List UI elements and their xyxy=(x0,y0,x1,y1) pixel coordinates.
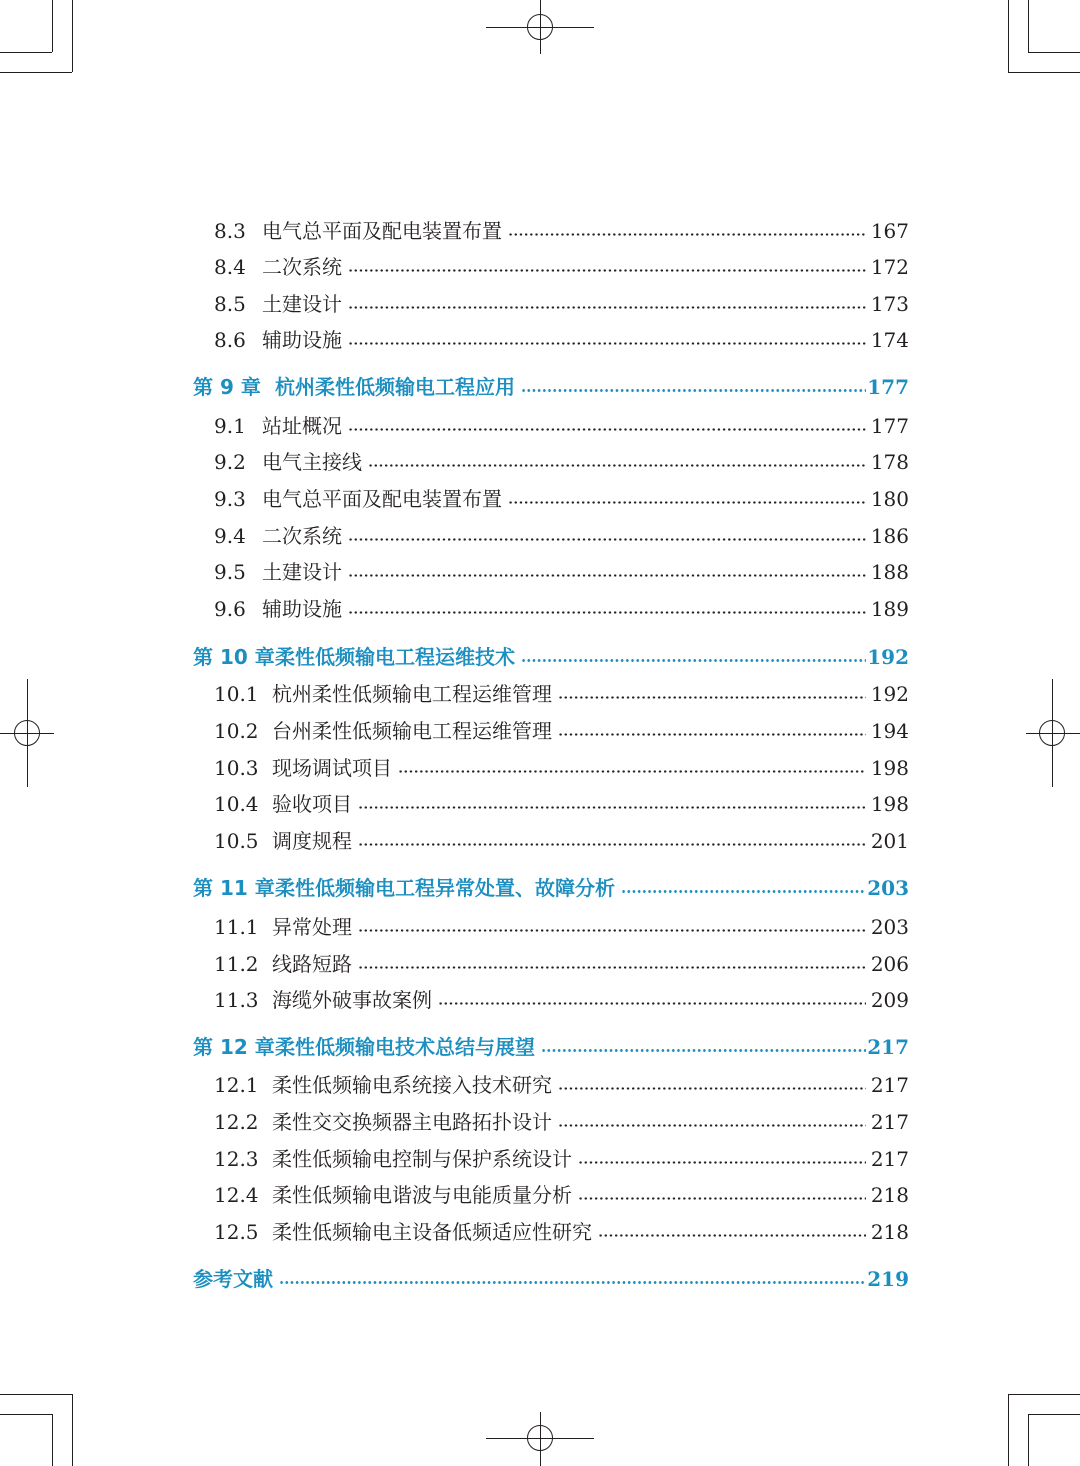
entry-number: 9.6 xyxy=(214,597,246,621)
toc-section-entry[interactable] xyxy=(0,520,1080,552)
dot-leader xyxy=(368,446,866,478)
entry-number: 10.4 xyxy=(214,792,259,816)
entry-page-number: 178 xyxy=(870,450,909,474)
entry-title: 验收项目 xyxy=(272,788,358,820)
toc-section-entry[interactable] xyxy=(0,1106,1080,1138)
entry-title: 杭州柔性低频输电工程运维管理 xyxy=(272,678,558,710)
toc-section-entry[interactable] xyxy=(0,324,1080,356)
entry-page-number: 172 xyxy=(870,255,909,279)
entry-title: 柔性低频输电工程运维技术 xyxy=(275,641,521,673)
entry-page-number: 173 xyxy=(870,292,909,316)
entry-page-number: 188 xyxy=(870,560,909,584)
toc-section-entry[interactable] xyxy=(0,788,1080,820)
toc-section-entry[interactable] xyxy=(0,410,1080,442)
toc-section-entry[interactable] xyxy=(0,752,1080,784)
entry-page-number: 217 xyxy=(870,1147,909,1171)
entry-number: 9.1 xyxy=(214,414,246,438)
dot-leader xyxy=(358,788,866,820)
dot-leader xyxy=(508,215,866,247)
entry-page-number: 186 xyxy=(870,524,909,548)
entry-title: 柔性交交换频器主电路拓扑设计 xyxy=(272,1106,558,1138)
entry-page-number: 203 xyxy=(870,915,909,939)
entry-number: 12.4 xyxy=(214,1183,259,1207)
entry-number: 11.2 xyxy=(214,952,259,976)
entry-title: 海缆外破事故案例 xyxy=(272,984,438,1016)
toc-section-entry[interactable] xyxy=(0,251,1080,283)
entry-number: 12.5 xyxy=(214,1220,259,1244)
entry-page-number: 192 xyxy=(870,682,909,706)
entry-number: 11.3 xyxy=(214,988,259,1012)
toc-chapter-entry[interactable] xyxy=(0,641,1080,673)
toc-section-entry[interactable] xyxy=(0,483,1080,515)
entry-number: 第 10 章 xyxy=(193,645,275,669)
dot-leader xyxy=(558,715,866,747)
entry-title: 土建设计 xyxy=(262,556,348,588)
toc-section-entry[interactable] xyxy=(0,1216,1080,1248)
toc-section-entry[interactable] xyxy=(0,1069,1080,1101)
entry-title: 土建设计 xyxy=(262,288,348,320)
entry-number: 第 12 章 xyxy=(193,1035,275,1059)
entry-number: 9.5 xyxy=(214,560,246,584)
entry-number: 10.5 xyxy=(214,829,259,853)
toc-section-entry[interactable] xyxy=(0,715,1080,747)
dot-leader xyxy=(358,948,866,980)
entry-number: 8.3 xyxy=(214,219,246,243)
entry-page-number: 198 xyxy=(870,792,909,816)
dot-leader xyxy=(521,371,866,403)
dot-leader xyxy=(348,288,866,320)
entry-page-number: 217 xyxy=(870,1073,909,1097)
entry-title: 二次系统 xyxy=(262,520,348,552)
toc-section-entry[interactable] xyxy=(0,678,1080,710)
entry-page-number: 218 xyxy=(870,1220,909,1244)
toc-section-entry[interactable] xyxy=(0,984,1080,1016)
entry-number: 8.4 xyxy=(214,255,246,279)
entry-page-number: 209 xyxy=(870,988,909,1012)
entry-page-number: 198 xyxy=(870,756,909,780)
entry-title: 现场调试项目 xyxy=(272,752,398,784)
toc-section-entry[interactable] xyxy=(0,948,1080,980)
dot-leader xyxy=(558,678,866,710)
dot-leader xyxy=(521,641,866,673)
toc-section-entry[interactable] xyxy=(0,593,1080,625)
toc-section-entry[interactable] xyxy=(0,446,1080,478)
toc-section-entry[interactable] xyxy=(0,288,1080,320)
entry-number: 9.2 xyxy=(214,450,246,474)
entry-page-number: 177 xyxy=(867,375,909,399)
dot-leader xyxy=(358,911,866,943)
dot-leader xyxy=(348,251,866,283)
entry-number: 第 11 章 xyxy=(193,876,275,900)
entry-number: 12.1 xyxy=(214,1073,259,1097)
entry-page-number: 203 xyxy=(867,876,909,900)
entry-title: 电气主接线 xyxy=(262,446,368,478)
dot-leader xyxy=(541,1031,866,1063)
dot-leader xyxy=(578,1179,866,1211)
entry-title: 柔性低频输电主设备低频适应性研究 xyxy=(272,1216,598,1248)
toc-chapter-entry[interactable] xyxy=(0,371,1080,403)
dot-leader xyxy=(348,593,866,625)
toc-chapter-entry[interactable] xyxy=(0,872,1080,904)
dot-leader xyxy=(508,483,866,515)
dot-leader xyxy=(438,984,866,1016)
entry-title: 参考文献 xyxy=(193,1263,279,1295)
dot-leader xyxy=(358,825,866,857)
toc-section-entry[interactable] xyxy=(0,911,1080,943)
entry-number: 12.2 xyxy=(214,1110,259,1134)
entry-title: 电气总平面及配电装置布置 xyxy=(262,215,508,247)
entry-title: 电气总平面及配电装置布置 xyxy=(262,483,508,515)
entry-number: 9.3 xyxy=(214,487,246,511)
entry-title: 柔性低频输电工程异常处置、故障分析 xyxy=(275,872,621,904)
entry-title: 柔性低频输电技术总结与展望 xyxy=(275,1031,541,1063)
toc-chapter-entry[interactable] xyxy=(0,1263,1080,1295)
entry-page-number: 219 xyxy=(867,1267,909,1291)
entry-number: 12.3 xyxy=(214,1147,259,1171)
entry-page-number: 174 xyxy=(870,328,909,352)
entry-page-number: 218 xyxy=(870,1183,909,1207)
entry-title: 柔性低频输电控制与保护系统设计 xyxy=(272,1143,578,1175)
entry-page-number: 201 xyxy=(870,829,909,853)
entry-title: 异常处理 xyxy=(272,911,358,943)
entry-page-number: 194 xyxy=(870,719,909,743)
entry-page-number: 217 xyxy=(870,1110,909,1134)
entry-page-number: 180 xyxy=(870,487,909,511)
dot-leader xyxy=(398,752,866,784)
entry-number: 8.6 xyxy=(214,328,246,352)
entry-number: 11.1 xyxy=(214,915,259,939)
entry-title: 线路短路 xyxy=(272,948,358,980)
toc-section-entry[interactable] xyxy=(0,1179,1080,1211)
dot-leader xyxy=(348,556,866,588)
entry-number: 9.4 xyxy=(214,524,246,548)
entry-title: 二次系统 xyxy=(262,251,348,283)
entry-number: 10.2 xyxy=(214,719,259,743)
entry-number: 第 9 章 xyxy=(193,375,261,399)
entry-page-number: 217 xyxy=(867,1035,909,1059)
toc-section-entry[interactable] xyxy=(0,825,1080,857)
entry-title: 柔性低频输电谐波与电能质量分析 xyxy=(272,1179,578,1211)
toc-chapter-entry[interactable] xyxy=(0,1031,1080,1063)
dot-leader xyxy=(348,324,866,356)
entry-title: 辅助设施 xyxy=(262,324,348,356)
entry-page-number: 167 xyxy=(870,219,909,243)
entry-title: 杭州柔性低频输电工程应用 xyxy=(275,371,521,403)
toc-section-entry[interactable] xyxy=(0,556,1080,588)
dot-leader xyxy=(348,520,866,552)
dot-leader xyxy=(578,1143,866,1175)
entry-number: 8.5 xyxy=(214,292,246,316)
entry-number: 10.1 xyxy=(214,682,259,706)
dot-leader xyxy=(279,1263,866,1295)
dot-leader xyxy=(558,1069,866,1101)
toc-section-entry[interactable] xyxy=(0,215,1080,247)
dot-leader xyxy=(348,410,866,442)
dot-leader xyxy=(598,1216,866,1248)
entry-title: 台州柔性低频输电工程运维管理 xyxy=(272,715,558,747)
dot-leader xyxy=(621,872,866,904)
entry-title: 站址概况 xyxy=(262,410,348,442)
toc-section-entry[interactable] xyxy=(0,1143,1080,1175)
dot-leader xyxy=(558,1106,866,1138)
entry-title: 柔性低频输电系统接入技术研究 xyxy=(272,1069,558,1101)
entry-title: 辅助设施 xyxy=(262,593,348,625)
entry-page-number: 177 xyxy=(870,414,909,438)
entry-page-number: 189 xyxy=(870,597,909,621)
entry-page-number: 206 xyxy=(870,952,909,976)
entry-page-number: 192 xyxy=(867,645,909,669)
entry-title: 调度规程 xyxy=(272,825,358,857)
entry-number: 10.3 xyxy=(214,756,259,780)
